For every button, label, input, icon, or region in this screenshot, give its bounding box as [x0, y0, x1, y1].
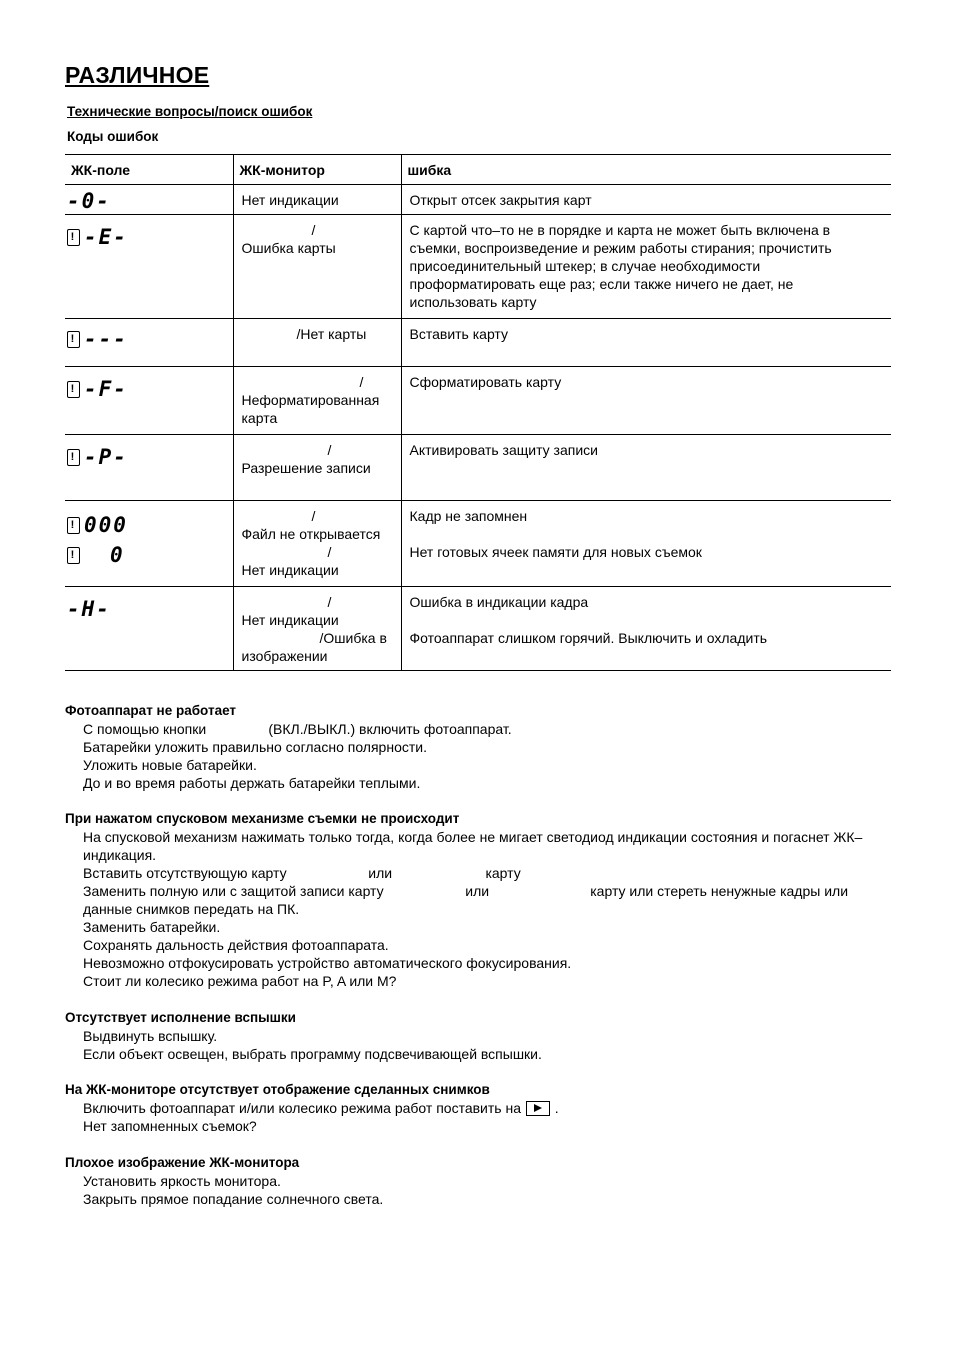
- lcd-code: [67, 376, 229, 402]
- monitor-cell: [233, 587, 401, 671]
- monitor-text: /Нет карты: [296, 326, 367, 342]
- monitor-cell: [233, 185, 401, 215]
- error-text: Сформатировать карту: [409, 374, 562, 390]
- lcd-code: [67, 188, 229, 214]
- error-cell: [401, 501, 891, 587]
- lcd-code: [67, 542, 229, 568]
- lcd-code-text: -E-: [84, 225, 128, 249]
- monitor-text: /: [311, 222, 316, 238]
- monitor-text: изображении: [241, 648, 328, 664]
- error-cell: [401, 319, 891, 367]
- list-item: Закрыть прямое попадание солнечного света.: [83, 1191, 384, 1207]
- list-item-suffix: .: [554, 1100, 559, 1116]
- lcd-code-text: ---: [84, 327, 128, 351]
- list-item: Заменить батарейки.: [83, 919, 221, 935]
- error-cell: [401, 367, 891, 435]
- lcd-code-text: 0: [110, 543, 125, 567]
- monitor-text: Ошибка карты: [241, 240, 336, 256]
- monitor-text: /: [327, 594, 332, 610]
- page-title: РАЗЛИЧНОЕ: [65, 62, 210, 88]
- table-row: [65, 435, 891, 501]
- section-title: На ЖК-мониторе отсутствует отображение сделанных снимков: [65, 1082, 490, 1097]
- error-text: Нет готовых ячеек памяти для новых съемок: [409, 544, 702, 560]
- troubleshoot-section: [65, 1154, 895, 1208]
- list-item: Стоит ли колесико режима работ на P, A или M?: [83, 973, 397, 989]
- table-row: [65, 319, 891, 367]
- error-cell: [401, 587, 891, 671]
- monitor-text: /: [327, 544, 332, 560]
- error-text: Открыт отсек закрытия карт: [409, 192, 592, 208]
- section-title: При нажатом спусковом механизме съемки не происходит: [65, 811, 460, 826]
- monitor-text: Неформатированная карта: [241, 392, 380, 426]
- section-subtitle: Технические вопросы/поиск ошибок: [67, 104, 313, 119]
- troubleshoot-section: [65, 1009, 895, 1063]
- table-row: [65, 587, 891, 671]
- monitor-cell: [233, 435, 401, 501]
- list-item: Установить яркость монитора.: [83, 1173, 281, 1189]
- table-row: [65, 501, 891, 587]
- list-item: Уложить новые батарейки.: [83, 757, 257, 773]
- list-item: Вставить отсутствующую карту или карту: [83, 865, 521, 881]
- play-mode-icon: [526, 1101, 550, 1116]
- section-title: Плохое изображение ЖК-монитора: [65, 1155, 300, 1170]
- list-item: Невозможно отфокусировать устройство автоматического фокусирования.: [83, 955, 572, 971]
- error-text: Вставить карту: [409, 326, 508, 342]
- lcd-code: [67, 512, 229, 538]
- error-cell: [401, 435, 891, 501]
- list-item: Нет запомненных съемок?: [83, 1118, 257, 1134]
- lcd-code-cell: [65, 501, 233, 587]
- monitor-text: Нет индикации: [241, 612, 339, 628]
- list-item: Батарейки уложить правильно согласно полярности.: [83, 739, 427, 755]
- monitor-cell: [233, 501, 401, 587]
- warning-card-icon: !: [67, 381, 80, 398]
- lcd-code-text: -F-: [84, 377, 128, 401]
- lcd-code: [67, 326, 229, 352]
- lcd-code-cell: [65, 587, 233, 671]
- header-lcd-field: ЖК-поле: [65, 155, 233, 185]
- section-title: Отсутствует исполнение вспышки: [65, 1010, 296, 1025]
- monitor-text: /Ошибка в: [319, 630, 387, 646]
- lcd-code-cell: [65, 185, 233, 215]
- list-item: Выдвинуть вспышку.: [83, 1028, 218, 1044]
- warning-card-icon: !: [67, 517, 80, 534]
- list-item: Заменить полную или с защитой записи карту или карту или стереть ненужные кадры или данные снимков передать на ПК.: [83, 883, 852, 917]
- warning-card-icon: !: [67, 547, 80, 564]
- list-item: Сохранять дальность действия фотоаппарата.: [83, 937, 389, 953]
- lcd-code-cell: [65, 367, 233, 435]
- table-row: [65, 367, 891, 435]
- list-item: Если объект освещен, выбрать программу подсвечивающей вспышки.: [83, 1046, 542, 1062]
- error-text: Ошибка в индикации кадра: [409, 594, 589, 610]
- warning-card-icon: !: [67, 229, 80, 246]
- lcd-code: [67, 596, 229, 622]
- error-codes-table: [65, 154, 891, 671]
- error-codes-heading: Коды ошибок: [67, 129, 159, 144]
- error-cell: [401, 215, 891, 319]
- lcd-code-text: -0-: [67, 189, 111, 213]
- lcd-code: [67, 224, 229, 250]
- error-text: Фотоаппарат слишком горячий. Выключить и охладить: [409, 630, 768, 646]
- error-text: Активировать защиту записи: [409, 442, 598, 458]
- header-error: шибка: [401, 155, 891, 185]
- warning-card-icon: !: [67, 449, 80, 466]
- lcd-code-text: 000: [84, 513, 128, 537]
- table-row: [65, 215, 891, 319]
- monitor-text: /: [327, 442, 332, 458]
- monitor-cell: [233, 319, 401, 367]
- list-item-text: Включить фотоаппарат и/или колесико режима работ поставить на: [83, 1100, 521, 1116]
- list-item: [65, 1099, 895, 1117]
- troubleshoot-section: [65, 810, 895, 990]
- warning-card-icon: !: [67, 331, 80, 348]
- troubleshoot-section: [65, 1081, 895, 1135]
- list-item: С помощью кнопки (ВКЛ./ВЫКЛ.) включить фотоаппарат.: [83, 721, 512, 737]
- monitor-text: /: [359, 374, 364, 390]
- lcd-code-cell: [65, 319, 233, 367]
- error-text: С картой что–то не в порядке и карта не может быть включена в съемки, воспроизведение и режим работы стирания; прочистить присоединительный штекер; в случае необходимости проформатировать еще раз; если также ничего не дает, не использовать карту: [409, 222, 832, 310]
- monitor-text: /: [311, 508, 316, 524]
- section-title: Фотоаппарат не работает: [65, 703, 237, 718]
- monitor-cell: [233, 367, 401, 435]
- table-row: [65, 185, 891, 215]
- error-cell: [401, 185, 891, 215]
- monitor-text: Разрешение записи: [241, 460, 371, 476]
- lcd-code: [67, 444, 229, 470]
- table-header-row: [65, 155, 891, 185]
- monitor-cell: [233, 215, 401, 319]
- lcd-code-cell: [65, 435, 233, 501]
- error-text: Кадр не запомнен: [409, 508, 528, 524]
- troubleshoot-section: [65, 702, 895, 792]
- header-lcd-monitor: ЖК-монитор: [233, 155, 401, 185]
- lcd-code-text: -H-: [67, 597, 111, 621]
- list-item: На спусковой механизм нажимать только тогда, когда более не мигает светодиод индикации состояния и погаснет ЖК–индикация.: [83, 829, 863, 863]
- monitor-text: Нет индикации: [241, 562, 339, 578]
- list-item: До и во время работы держать батарейки теплыми.: [83, 775, 421, 791]
- lcd-code-cell: [65, 215, 233, 319]
- monitor-text: Нет индикации: [241, 192, 339, 208]
- lcd-code-text: -P-: [84, 445, 128, 469]
- monitor-text: Файл не открывается: [241, 526, 381, 542]
